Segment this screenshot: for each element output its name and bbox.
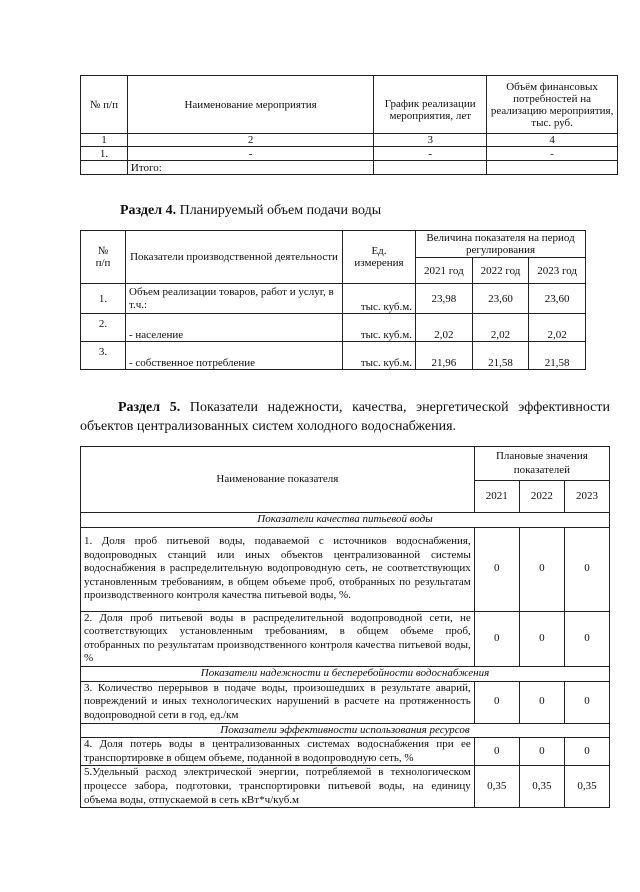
- table-row: [81, 766, 610, 808]
- index-cell: 3: [374, 134, 487, 147]
- row-num: 2.: [81, 314, 126, 342]
- row-num: 1.: [81, 284, 126, 314]
- table-row: [81, 611, 610, 666]
- table-row: [81, 681, 610, 723]
- indicator-value: 0,35: [474, 766, 519, 808]
- indicator-value: 0: [564, 611, 609, 666]
- section5-title: Показатели надежности, качества, энергетической эффективности объектов централизованных систем холодного водоснабжения.: [80, 400, 611, 434]
- row-value: 23,60: [529, 284, 586, 314]
- col-header-unit: Ед. измерения: [343, 231, 416, 284]
- table-row: [81, 284, 586, 314]
- measures-table: [80, 75, 618, 175]
- col-header-indicator: Показатели производственной деятельности: [126, 231, 343, 284]
- row-indicator: - собственное потребление: [126, 342, 343, 370]
- col-header-plan: Плановые значения показателей: [474, 447, 609, 481]
- row-indicator: - население: [126, 314, 343, 342]
- col-header-year: 2023: [564, 481, 609, 513]
- row-financing: -: [487, 147, 618, 161]
- indicator-value: 0: [519, 681, 564, 723]
- indicator-value: 0: [564, 527, 609, 611]
- indicator-value: 0: [474, 681, 519, 723]
- indicator-text: 1. Доля проб питьевой воды, подаваемой с источников водоснабжения, водопроводных станций или иных объектов централизованной системы водоснабжения в распределительную водопроводную сеть, не соответствующих установленным требованиям, в общем объеме проб, отобранных по результатам производственного контроля качества питьевой воды, %.: [81, 527, 475, 611]
- indicator-text: 3. Количество перерывов в подаче воды, произошедших в результате аварий, повреждений и иных технологических нарушений в расчете на протяженность водопроводной сети в год, ед./км: [81, 681, 475, 723]
- group-title: Показатели надежности и бесперебойности водоснабжения: [81, 666, 610, 681]
- row-num: 1.: [81, 147, 128, 161]
- indicator-value: 0: [519, 611, 564, 666]
- row-indicator: Объем реализации товаров, работ и услуг, в т.ч.:: [126, 284, 343, 314]
- section4-number: Раздел 4.: [120, 203, 177, 218]
- row-value: 2,02: [416, 314, 473, 342]
- table-row: [81, 527, 610, 611]
- indicator-text: 5.Удельный расход электрической энергии, потребляемой в технологическом процессе забора, подготовки, транспортировки питьевой воды, на единицу объема воды, отпускаемой в сеть кВт*ч/куб.м: [81, 766, 475, 808]
- indicator-value: 0: [474, 527, 519, 611]
- group-title: Показатели эффективности использования ресурсов: [81, 723, 610, 738]
- index-cell: 4: [487, 134, 618, 147]
- indicator-value: 0: [564, 738, 609, 766]
- section4-title: Планируемый объем подачи воды: [179, 203, 382, 218]
- section4-heading: [0, 203, 640, 219]
- row-value: 23,60: [472, 284, 529, 314]
- col-header-year: 2021 год: [416, 258, 473, 284]
- section5-heading: [80, 398, 610, 436]
- table-row: [81, 314, 586, 342]
- indicator-value: 0,35: [564, 766, 609, 808]
- row-value: 2,02: [472, 314, 529, 342]
- row-value: 23,98: [416, 284, 473, 314]
- row-num: 3.: [81, 342, 126, 370]
- col-header-schedule: График реализации мероприятия, лет: [374, 76, 487, 134]
- indicator-value: 0: [474, 611, 519, 666]
- col-header-num: № п/п: [81, 231, 126, 284]
- row-value: 21,96: [416, 342, 473, 370]
- index-cell: 2: [127, 134, 373, 147]
- table-row: [81, 147, 618, 161]
- row-value: 21,58: [529, 342, 586, 370]
- col-header-financing: Объём финансовых потребностей на реализацию мероприятия, тыс. руб.: [487, 76, 618, 134]
- row-schedule: -: [374, 147, 487, 161]
- total-row: [81, 161, 618, 175]
- water-supply-table: [80, 230, 586, 370]
- indicators-table: [80, 446, 610, 808]
- total-label: Итого:: [127, 161, 373, 175]
- col-header-year: 2021: [474, 481, 519, 513]
- table-row: [81, 738, 610, 766]
- row-value: 21,58: [472, 342, 529, 370]
- row-unit: тыс. куб.м.: [343, 342, 416, 370]
- index-cell: 1: [81, 134, 128, 147]
- col-header-period: Величина показателя на период регулирования: [416, 231, 586, 258]
- col-header-year: 2022: [519, 481, 564, 513]
- group-title: Показатели качества питьевой воды: [81, 513, 610, 528]
- col-header-measure: Наименование мероприятия: [127, 76, 373, 134]
- section5-number: Раздел 5.: [118, 400, 181, 415]
- indicator-value: 0: [519, 738, 564, 766]
- indicator-text: 4. Доля потерь воды в централизованных системах водоснабжения при ее транспортировке в общем объеме, поданной в водопроводную сеть, %: [81, 738, 475, 766]
- table-row: [81, 342, 586, 370]
- indicator-value: 0,35: [519, 766, 564, 808]
- col-header-year: 2023 год: [529, 258, 586, 284]
- row-value: 2,02: [529, 314, 586, 342]
- indicator-value: 0: [564, 681, 609, 723]
- row-unit: тыс. куб.м.: [343, 284, 416, 314]
- row-unit: тыс. куб.м.: [343, 314, 416, 342]
- indicator-value: 0: [519, 527, 564, 611]
- col-header-indicator-name: Наименование показателя: [81, 447, 475, 513]
- row-measure: -: [127, 147, 373, 161]
- indicator-text: 2. Доля проб питьевой воды в распределительной водопроводной сети, не соответствующих установленным требованиям, в общем объеме проб, отобранных по результатам производственного контроля качества питьевой воды, %: [81, 611, 475, 666]
- col-header-num: № п/п: [81, 76, 128, 134]
- col-header-year: 2022 год: [472, 258, 529, 284]
- indicator-value: 0: [474, 738, 519, 766]
